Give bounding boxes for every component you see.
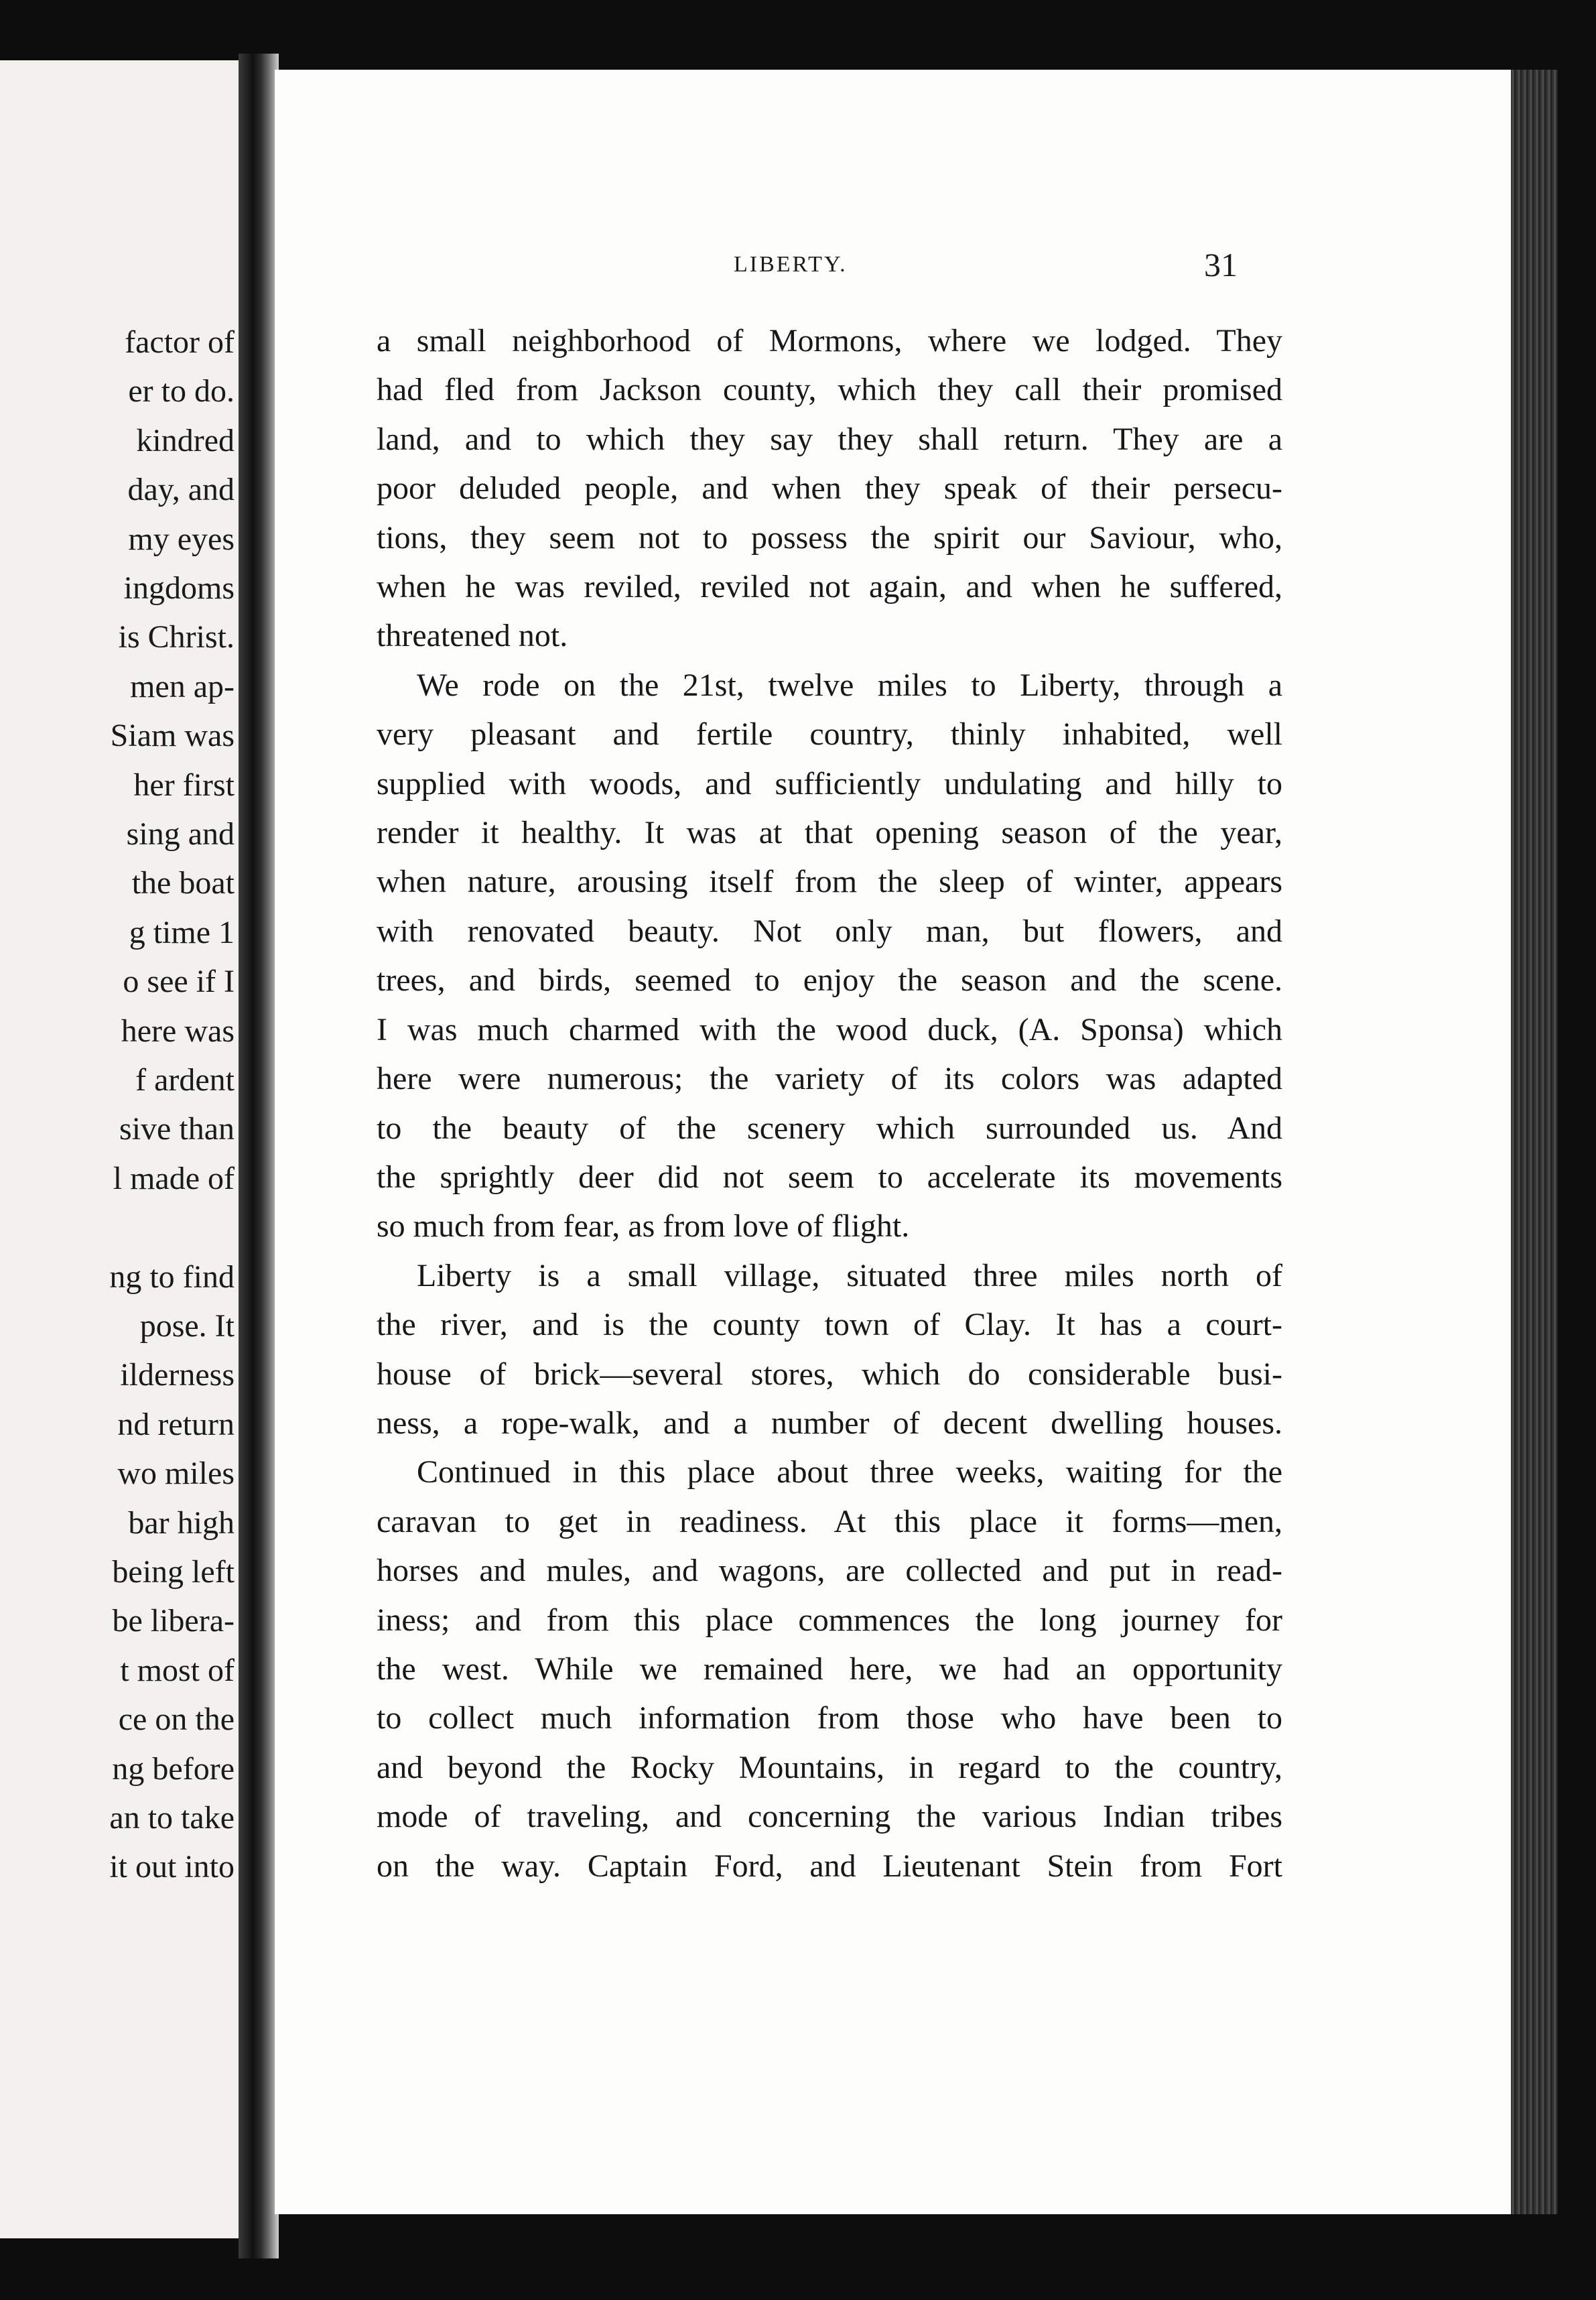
page-edge bbox=[1511, 70, 1558, 2214]
text-line: ness, a rope-walk, and a number of decent dwelling houses. bbox=[377, 1405, 1282, 1441]
text-line: iness; and from this place commences the long journey for bbox=[377, 1602, 1282, 1638]
facing-page-line: her first bbox=[133, 767, 235, 803]
facing-page-line: o see if I bbox=[123, 964, 235, 1000]
facing-page-line: ng to find bbox=[109, 1259, 235, 1295]
facing-page-line: ce on the bbox=[118, 1702, 235, 1738]
text-line: to collect much information from those who have been to bbox=[377, 1700, 1282, 1736]
body-text bbox=[377, 316, 1282, 1891]
facing-page-line: it out into bbox=[109, 1849, 235, 1885]
facing-page-line: kindred bbox=[136, 422, 235, 458]
text-line: I was much charmed with the wood duck, (A. Sponsa) which bbox=[377, 1011, 1282, 1047]
text-line: on the way. Captain Ford, and Lieutenant Stein from Fort bbox=[377, 1848, 1282, 1884]
facing-page-line: the boat bbox=[131, 865, 235, 901]
text-line: so much from fear, as from love of flight. bbox=[377, 1208, 910, 1244]
text-line: when he was reviled, reviled not again, and when he suffered, bbox=[377, 569, 1282, 605]
book-gutter bbox=[239, 54, 279, 2258]
facing-page-line: my eyes bbox=[128, 521, 235, 557]
text-line: Continued in this place about three weeks, waiting for the bbox=[417, 1454, 1282, 1490]
text-line: the sprightly deer did not seem to accelerate its movements bbox=[377, 1159, 1282, 1195]
text-line: mode of traveling, and concerning the various Indian tribes bbox=[377, 1799, 1282, 1835]
facing-page-line: men ap- bbox=[130, 668, 235, 704]
facing-page-line: day, and bbox=[127, 472, 235, 508]
text-line: We rode on the 21st, twelve miles to Liberty, through a bbox=[417, 667, 1282, 703]
text-line: here were numerous; the variety of its colors was adapted bbox=[377, 1061, 1282, 1097]
text-line: caravan to get in readiness. At this place it forms—men, bbox=[377, 1503, 1282, 1539]
facing-page-line: nd return bbox=[117, 1406, 235, 1442]
text-line: trees, and birds, seemed to enjoy the season and the scene. bbox=[377, 962, 1282, 999]
text-line: a small neighborhood of Mormons, where we lodged. They bbox=[377, 323, 1282, 359]
facing-page-line: wo miles bbox=[117, 1456, 235, 1492]
facing-page-line: t most of bbox=[120, 1652, 235, 1688]
facing-page-line: pose. It bbox=[139, 1308, 235, 1344]
facing-page-line: sing and bbox=[126, 816, 235, 852]
text-line: and beyond the Rocky Mountains, in regard to the country, bbox=[377, 1749, 1282, 1785]
running-head: LIBERTY. bbox=[734, 252, 848, 277]
text-line: to the beauty of the scenery which surrounded us. And bbox=[377, 1110, 1282, 1146]
text-line: horses and mules, and wagons, are collected and put in read- bbox=[377, 1553, 1282, 1589]
text-line: with renovated beauty. Not only man, but flowers, and bbox=[377, 913, 1282, 949]
page-number: 31 bbox=[1204, 246, 1238, 283]
text-line: very pleasant and fertile country, thinly inhabited, well bbox=[377, 716, 1282, 753]
paragraph bbox=[377, 661, 1282, 1251]
text-line: when nature, arousing itself from the sleep of winter, appears bbox=[377, 864, 1282, 900]
facing-page-line: Siam was bbox=[110, 718, 235, 754]
facing-page-line: sive than bbox=[119, 1111, 235, 1147]
paragraph bbox=[377, 316, 1282, 661]
facing-page-line: factor of bbox=[125, 324, 235, 360]
text-line: the west. While we remained here, we had an opportunity bbox=[377, 1651, 1282, 1687]
facing-page-line: an to take bbox=[109, 1800, 235, 1836]
text-line: tions, they seem not to possess the spirit our Saviour, who, bbox=[377, 519, 1282, 556]
facing-page-line: ng before bbox=[112, 1750, 235, 1787]
paragraph bbox=[377, 1448, 1282, 1891]
facing-page-line: bar high bbox=[128, 1505, 235, 1541]
facing-page-line: f ardent bbox=[135, 1062, 235, 1098]
text-line: Liberty is a small village, situated three miles north of bbox=[417, 1257, 1282, 1293]
facing-page-line: ingdoms bbox=[123, 570, 235, 606]
text-line: poor deluded people, and when they speak of their persecu- bbox=[377, 470, 1282, 507]
text-line: house of brick—several stores, which do considerable busi- bbox=[377, 1356, 1282, 1392]
facing-page-line: l made of bbox=[113, 1160, 235, 1196]
facing-page-line: ilderness bbox=[120, 1357, 235, 1393]
facing-page-line: er to do. bbox=[128, 373, 235, 409]
text-line: the river, and is the county town of Clay. It has a court- bbox=[377, 1307, 1282, 1343]
facing-page-line: here was bbox=[121, 1013, 235, 1049]
text-line: threatened not. bbox=[377, 618, 568, 654]
text-line: supplied with woods, and sufficiently undulating and hilly to bbox=[377, 765, 1282, 802]
facing-page-left bbox=[0, 60, 249, 2238]
facing-page-line: is Christ. bbox=[118, 619, 235, 655]
text-line: had fled from Jackson county, which they call their promised bbox=[377, 372, 1282, 408]
text-line: land, and to which they say they shall return. They are a bbox=[377, 421, 1282, 457]
facing-page-line: being left bbox=[112, 1554, 235, 1590]
facing-page-line: g time 1 bbox=[129, 914, 235, 950]
paragraph bbox=[377, 1251, 1282, 1448]
text-line: render it healthy. It was at that opening season of the year, bbox=[377, 815, 1282, 851]
facing-page-line: be libera- bbox=[112, 1603, 235, 1639]
